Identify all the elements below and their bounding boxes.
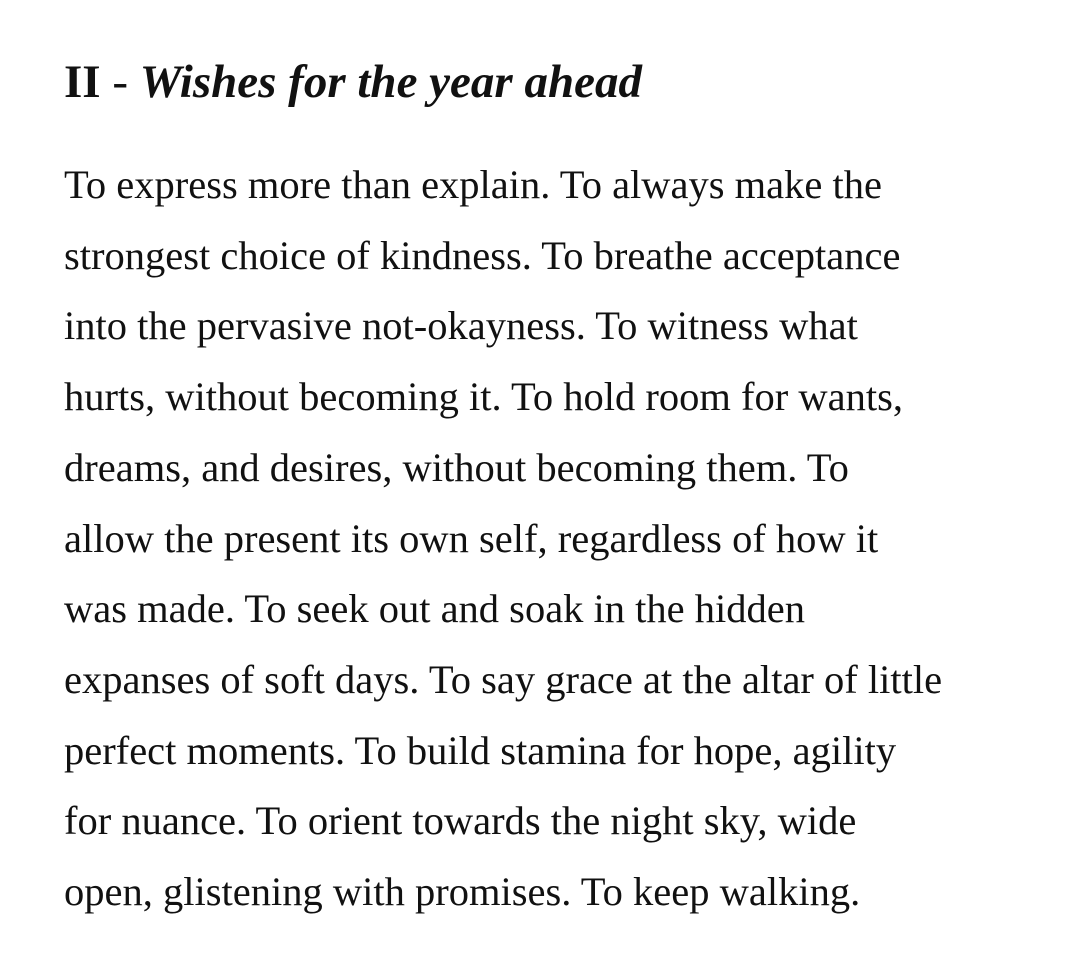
heading-separator: - bbox=[100, 56, 140, 108]
paragraph-line: perfect moments. To build stamina for hope, agility bbox=[64, 727, 897, 773]
body-paragraph bbox=[64, 150, 1044, 928]
paragraph-line: strongest choice of kindness. To breathe acceptance bbox=[64, 232, 901, 278]
section-heading bbox=[64, 46, 1044, 118]
section-numeral: II bbox=[64, 56, 101, 108]
paragraph-line: open, glistening with promises. To keep walking. bbox=[64, 869, 861, 915]
document-page bbox=[64, 46, 1044, 928]
paragraph-line: hurts, without becoming it. To hold room for wants, bbox=[64, 374, 903, 420]
paragraph-line: was made. To seek out and soak in the hidden bbox=[64, 586, 806, 632]
paragraph-line: into the pervasive not-okayness. To witness what bbox=[64, 303, 858, 349]
section-subtitle: Wishes for the year ahead bbox=[139, 56, 642, 108]
paragraph-line: To express more than explain. To always make the bbox=[64, 162, 882, 207]
paragraph-line: allow the present its own self, regardless of how it bbox=[64, 515, 879, 561]
paragraph-line: expanses of soft days. To say grace at the altar of little bbox=[64, 656, 943, 702]
paragraph-line: for nuance. To orient towards the night sky, wide bbox=[64, 798, 857, 844]
paragraph-line: dreams, and desires, without becoming them. To bbox=[64, 444, 849, 490]
